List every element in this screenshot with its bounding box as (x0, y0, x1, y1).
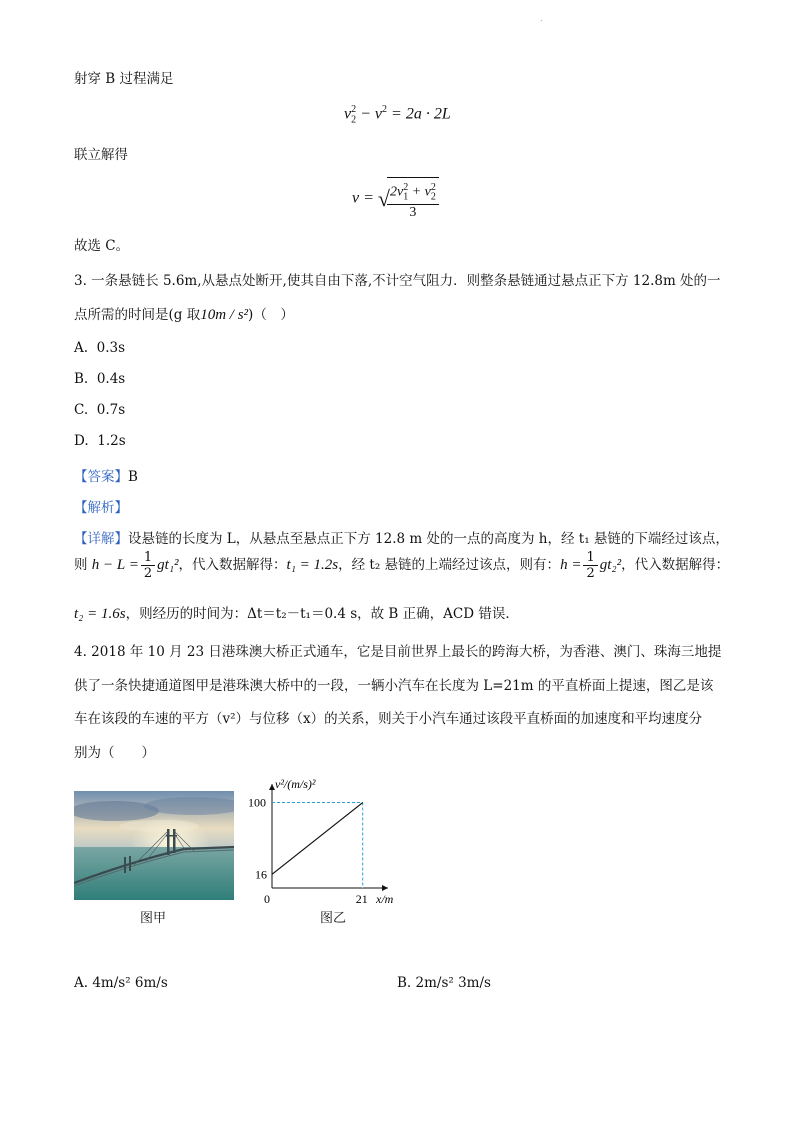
x-axis-label: x/m (376, 892, 394, 906)
q3-detail-line3: t₂ = 1.6s，则经历的时间为：Δt＝t₂－t₁＝0.4 s，故 B 正确，ACD 错误． (74, 606, 519, 622)
x-axis-arrow (382, 885, 388, 891)
q4-option-a: A. 4m/s² 6m/s (74, 975, 168, 991)
chart-marks (248, 796, 368, 906)
bridge-photo-drawing (74, 791, 234, 900)
figure-b-caption: 图乙 (320, 911, 347, 926)
q3-option-a: A. 0.3s (74, 340, 126, 356)
q4-stem-line4: 别为（ ） (74, 745, 155, 761)
q3-detail-line2: 则 h − L = $\frac{1}{2}$ gt₁²，代入数据解得：t₁ = 1.2s，经 t₂ 悬链的上端经过该点，则有：h = $\frac{1}{2}$ gt₂²，代入数据解得： (74, 550, 730, 581)
q3-stem-line1: 3. 一条悬链长 5.6m,从悬点处断开,使其自由下落,不计空气阻力．则整条悬链通过悬点正下方 12.8m 处的一 (74, 273, 721, 289)
y-tick-label: 100 (248, 795, 266, 810)
q4-stem-line1: 4. 2018 年 10 月 23 日港珠澳大桥正式通车，它是目前世界上最长的跨海大桥，为香港、澳门、珠海三地提 (74, 644, 722, 660)
data-line (272, 803, 363, 875)
y-axis-label: v²/(m/s)² (275, 777, 316, 791)
q4-stem-line2: 供了一条快捷通道图甲是港珠澳大桥中的一段，一辆小汽车在长度为 L=21m 的平直桥面上提速，图乙是该 (74, 678, 714, 694)
q3-option-c: C. 0.7s (74, 402, 126, 418)
q3-stem-line2: 点所需的时间是(g 取10m / s²)（ ） (74, 307, 294, 323)
q3-detail-line1: 【详解】设悬链的长度为 L，从悬点至悬点正下方 12.8 m 处的一点的高度为 h，经 t₁ 悬链的下端经过该点， (74, 531, 729, 547)
y-tick-label: 16 (255, 867, 267, 882)
bridge-photo (74, 791, 234, 900)
text-line: 射穿 B 过程满足 (74, 71, 174, 87)
x-tick-label: 21 (355, 892, 368, 906)
figure-a-caption: 图甲 (140, 911, 167, 926)
q3-option-b: B. 0.4s (74, 371, 126, 387)
q3-option-d: D. 1.2s (74, 433, 126, 449)
page-mark: . (540, 14, 543, 23)
chart-axes (264, 777, 394, 906)
q3-analysis-tag: 【解析】 (74, 500, 128, 516)
q3-answer: 【答案】B (74, 469, 138, 485)
equation-1: $v_2^2 - v^2 = 2a \cdot 2L$ (344, 104, 451, 126)
text-line: 故选 C。 (74, 238, 130, 254)
text-line: 联立解得 (74, 147, 128, 163)
equation-2: v = √ $\frac{2v_1^2 + v_2^2}{3}$ (352, 177, 441, 220)
v2-x-chart (240, 770, 400, 910)
origin-label: 0 (264, 892, 270, 906)
q4-option-b: B. 2m/s² 3m/s (397, 975, 491, 991)
q4-stem-line3: 车在该段的车速的平方（v²）与位移（x）的关系，则关于小汽车通过该段平直桥面的加速度和平均速度分 (74, 711, 703, 727)
